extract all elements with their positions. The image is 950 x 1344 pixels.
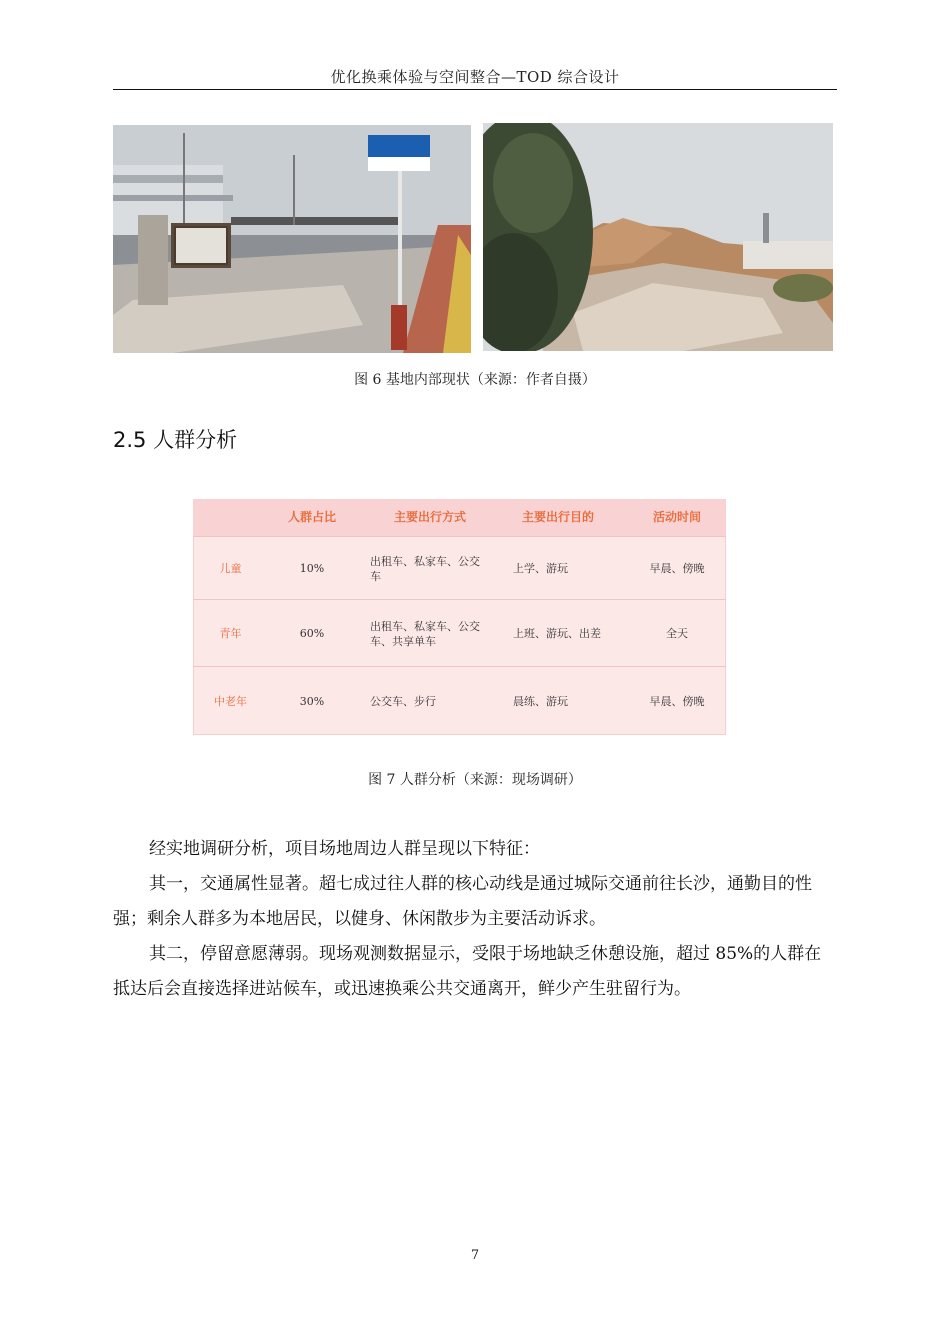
- header-cell-blank: [193, 499, 268, 536]
- body-paragraph-intro: 经实地调研分析，项目场地周边人群呈现以下特征：: [149, 839, 540, 859]
- cell-group: 儿童: [219, 562, 242, 575]
- table-row: [193, 536, 726, 600]
- cell-time: 全天: [666, 627, 688, 640]
- crowd-analysis-table: [193, 499, 726, 735]
- cell-group: 中老年: [214, 695, 247, 708]
- cell-purpose: 上班、游玩、出差: [513, 627, 601, 640]
- page-number: 7: [470, 1248, 480, 1263]
- running-header: 优化换乘体验与空间整合—TOD 综合设计: [330, 68, 620, 86]
- body-paragraph-first: 其一，交通属性显著。超七成过往人群的核心动线是通过城际交通前往长沙，通勤目的性强；剩余人群多为本地居民，以健身、休闲散步为主要活动诉求。: [113, 874, 812, 929]
- table-header-row: [193, 499, 726, 536]
- cell-share: 10%: [299, 562, 325, 575]
- section-title: 2.5 人群分析: [113, 428, 238, 452]
- cell-mode: 出租车、私家车、公交车: [370, 554, 480, 583]
- cell-purpose: 晨练、游玩: [513, 695, 568, 708]
- cell-group: 青年: [219, 627, 242, 640]
- cell-time: 早晨、傍晚: [649, 695, 705, 708]
- header-cell-mode: 主要出行方式: [393, 510, 466, 524]
- header-cell-time: 活动时间: [652, 510, 701, 524]
- header-cell-purpose: 主要出行目的: [521, 510, 594, 524]
- table-row: [193, 599, 726, 667]
- header-rule: [113, 89, 837, 90]
- table-row: [193, 666, 726, 736]
- cell-mode: 出租车、私家车、公交车、共享单车: [370, 619, 480, 648]
- cell-purpose: 上学、游玩: [513, 562, 568, 575]
- cell-time: 早晨、傍晚: [649, 562, 705, 575]
- vacant-site-photo: [483, 123, 833, 351]
- figure7-caption: 图 7 人群分析（来源：现场调研）: [368, 772, 582, 788]
- cell-share: 30%: [299, 695, 325, 708]
- cell-share: 60%: [299, 627, 325, 640]
- cell-mode: 公交车、步行: [370, 695, 436, 708]
- figure6-caption: 图 6 基地内部现状（来源：作者自摄）: [354, 372, 596, 388]
- header-cell-share: 人群占比: [287, 510, 336, 524]
- body-paragraph-second: 其二，停留意愿薄弱。现场观测数据显示，受限于场地缺乏休憩设施，超过 85%的人群在抵达后会直接选择进站候车，或迅速换乘公共交通离开，鲜少产生驻留行为。: [113, 944, 822, 999]
- station-underpass-photo: [113, 125, 471, 353]
